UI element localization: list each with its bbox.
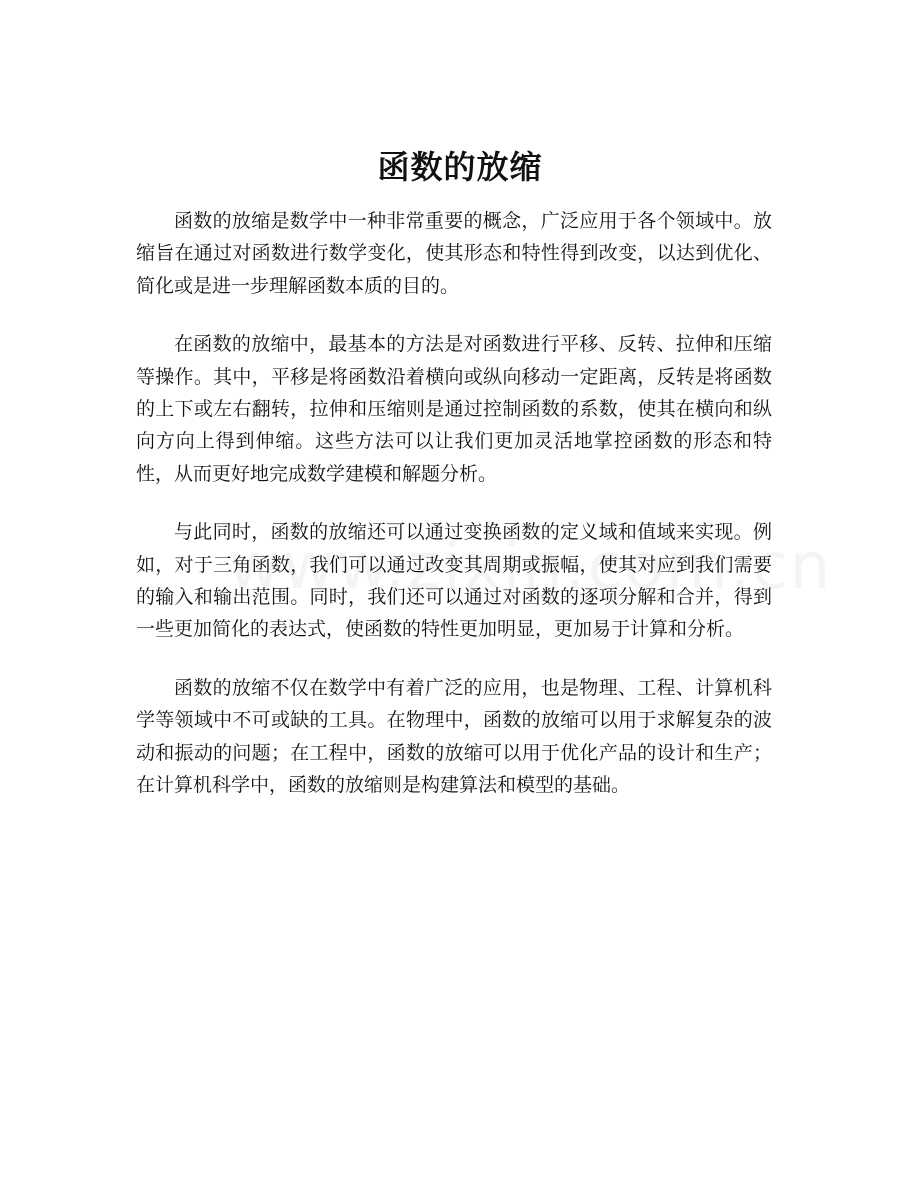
paragraph-4: 函数的放缩不仅在数学中有着广泛的应用，也是物理、工程、计算机科学等领域中不可或缺的工具。在物理中，函数的放缩可以用于求解复杂的波动和振动的问题；在工程中，函数的放缩可以用于优化产品的设计和生产；在计算机科学中，函数的放缩则是构建算法和模型的基础。 bbox=[136, 676, 772, 797]
document-body bbox=[136, 205, 772, 828]
paragraph-2: 在函数的放缩中，最基本的方法是对函数进行平移、反转、拉伸和压缩等操作。其中，平移是将函数沿着横向或纵向移动一定距离，反转是将函数的上下或左右翻转，拉伸和压缩则是通过控制函数的系数，使其在横向和纵向方向上得到伸缩。这些方法可以让我们更加灵活地掌控函数的形态和特性，从而更好地完成数学建模和解题分析。 bbox=[136, 333, 772, 485]
paragraph-3: 与此同时，函数的放缩还可以通过变换函数的定义域和值域来实现。例如，对于三角函数，我们可以通过改变其周期或振幅，使其对应到我们需要的输入和输出范围。同时，我们还可以通过对函数的逐项分解和合并，得到一些更加简化的表达式，使函数的特性更加明显，更加易于计算和分析。 bbox=[136, 521, 772, 641]
paragraph-1: 函数的放缩是数学中一种非常重要的概念，广泛应用于各个领域中。放缩旨在通过对函数进行数学变化，使其形态和特性得到改变，以达到优化、简化或是进一步理解函数本质的目的。 bbox=[136, 210, 772, 297]
document-title: 函数的放缩 bbox=[377, 148, 543, 186]
